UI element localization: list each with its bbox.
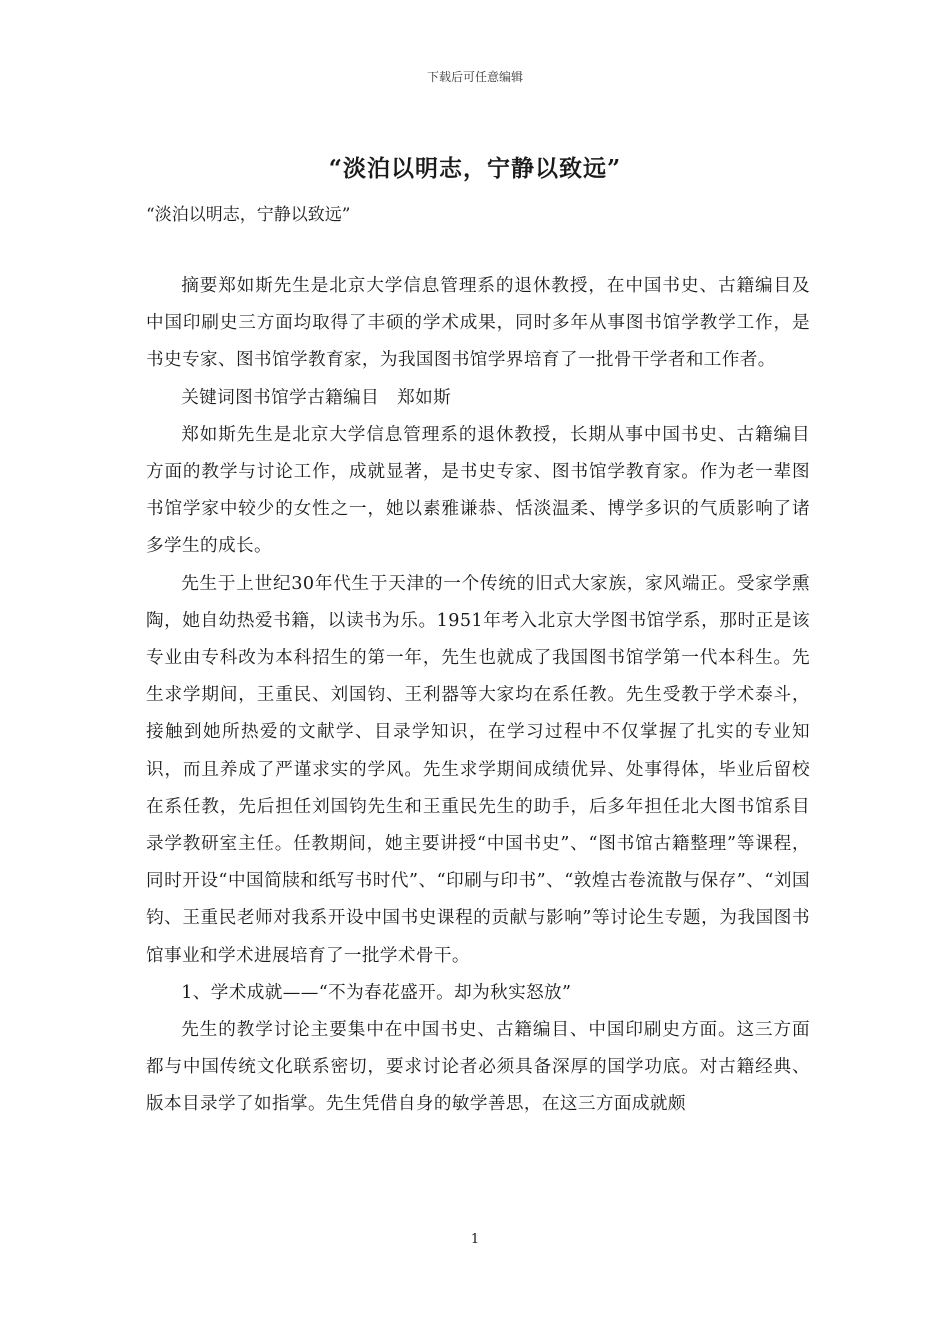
body-paragraph: 郑如斯先生是北京大学信息管理系的退休教授，长期从事中国书史、古籍编目方面的教学与讨论工作，成就显著，是书史专家、图书馆学教育家。作为老一辈图书馆学家中较少的女性之一，她以素雅谦恭、恬淡温柔、博学多识的气质影响了诸多学生的成长。 — [146, 424, 810, 557]
keywords-paragraph: 关键词图书馆学古籍编目 郑如斯 — [181, 387, 452, 408]
section-heading: 1、学术成就——“不为春花盛开。却为秋实怒放” — [181, 982, 572, 1003]
body-paragraph: 先生于上世纪30年代生于天津的一个传统的旧式大家族，家风端正。受家学熏陶，她自幼热爱书籍，以读书为乐。1951年考入北京大学图书馆学系，那时正是该专业由专科改为本科招生的第一年，先生也就成了我国图书馆学第一代本科生。先生求学期间，王重民、刘国钧、王利器等大家均在系任教。先生受教于学术泰斗，接触到她所热爱的文献学、目录学知识，在学习过程中不仅掌握了扎实的专业知识，而且养成了严谨求实的学风。先生求学期间成绩优异、处事得体，毕业后留校在系任教，先后担任刘国钧先生和王重民先生的助手，后多年担任北大图书馆系目录学教研室主任。任教期间，她主要讲授“中国书史”、“图书馆古籍整理”等课程，同时开设“中国简牍和纸写书时代”、“印刷与印书”、“敦煌古卷流散与保存”、“刘国钧、王重民老师对我系开设中国书史课程的贡献与影响”等讨论生专题，为我国图书馆事业和学术进展培育了一批学术骨干。 — [146, 573, 810, 966]
abstract-paragraph: 摘要郑如斯先生是北京大学信息管理系的退休教授，在中国书史、古籍编目及中国印刷史三方面均取得了丰硕的学术成果，同时多年从事图书馆学教学工作，是书史专家、图书馆学教育家，为我国图书馆学界培育了一批骨干学者和工作者。 — [146, 276, 810, 371]
document-title: “淡泊以明志，宁静以致远” — [328, 155, 622, 182]
document-subtitle: “淡泊以明志，宁静以致远” — [146, 205, 351, 225]
page-number: 1 — [470, 1232, 480, 1247]
document-body — [146, 268, 810, 1124]
header-note: 下载后可任意编辑 — [426, 70, 523, 84]
body-paragraph: 先生的教学讨论主要集中在中国书史、古籍编目、中国印刷史方面。这三方面都与中国传统文化联系密切，要求讨论者必须具备深厚的国学功底。对古籍经典、版本目录学了如指掌。先生凭借自身的敏学善思，在这三方面成就颇 — [146, 1020, 810, 1115]
